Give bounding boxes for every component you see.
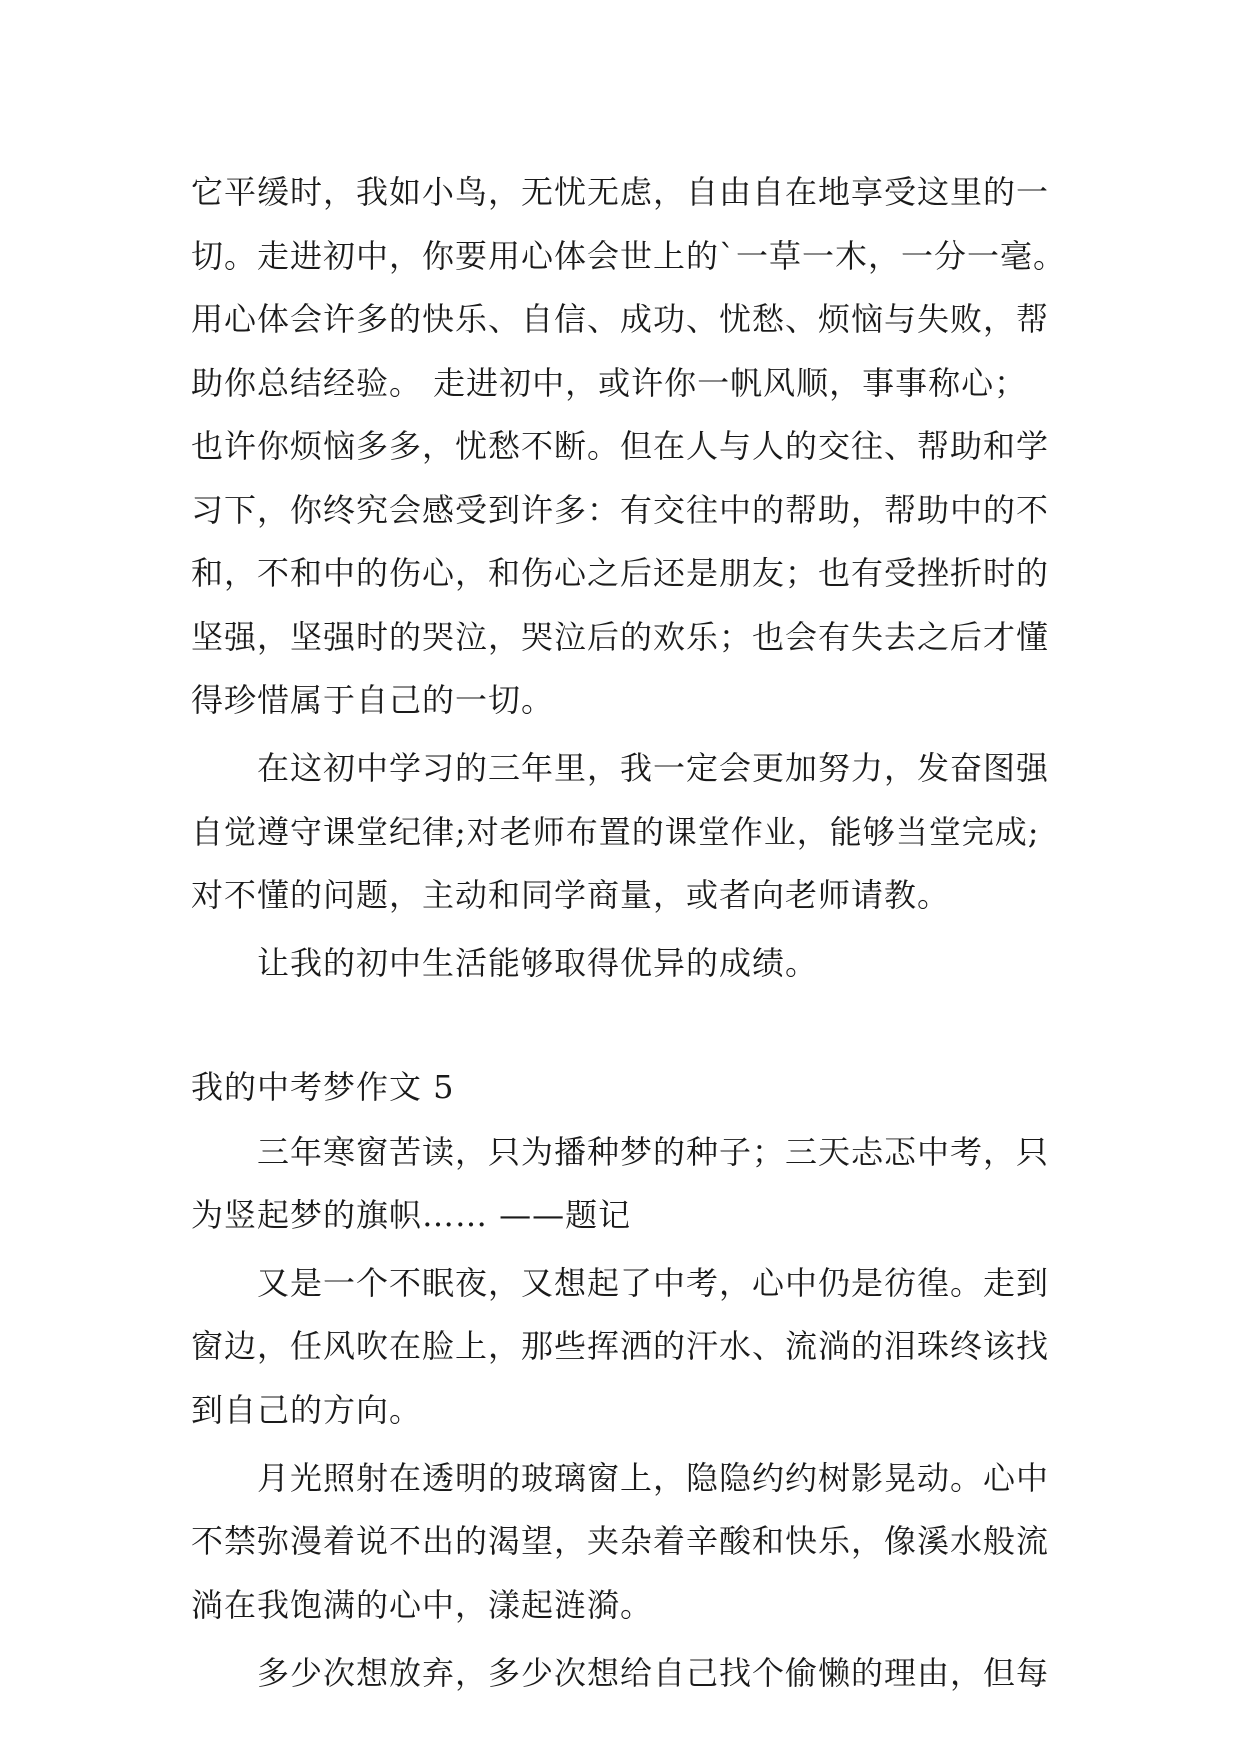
paragraph-first-line: 让我的初中生活能够取得优异的成绩。: [257, 944, 819, 982]
text-line: 切。走进初中，你要用心体会世上的`一草一木，一分一毫。: [191, 237, 1067, 275]
paragraph-first-line: 多少次想放弃，多少次想给自己找个偷懒的理由，但每: [257, 1654, 1050, 1692]
text-line: 和，不和中的伤心，和伤心之后还是朋友；也有受挫折时的: [191, 554, 1050, 592]
text-line: 得珍惜属于自己的一切。: [191, 681, 555, 719]
text-line: 为竖起梦的旗帜…… ——题记: [191, 1196, 632, 1234]
section-heading: 我的中考梦作文 5: [191, 1068, 455, 1106]
text-line: 坚强，坚强时的哭泣，哭泣后的欢乐；也会有失去之后才懂: [191, 618, 1050, 656]
text-line: 淌在我饱满的心中，漾起涟漪。: [191, 1586, 654, 1624]
text-line: 习下，你终究会感受到许多：有交往中的帮助，帮助中的不: [191, 491, 1050, 529]
paragraph-first-line: 在这初中学习的三年里，我一定会更加努力，发奋图强: [257, 749, 1050, 787]
text-line: 窗边，任风吹在脸上，那些挥洒的汗水、流淌的泪珠终该找: [191, 1327, 1050, 1365]
text-line: 自觉遵守课堂纪律;对老师布置的课堂作业，能够当堂完成;: [191, 813, 1040, 851]
text-line: 助你总结经验。 走进初中，或许你一帆风顺，事事称心；: [191, 364, 1028, 402]
text-line: 也许你烦恼多多，忧愁不断。但在人与人的交往、帮助和学: [191, 427, 1050, 465]
text-line: 它平缓时，我如小鸟，无忧无虑，自由自在地享受这里的一: [191, 173, 1050, 211]
text-line: 不禁弥漫着说不出的渴望，夹杂着辛酸和快乐，像溪水般流: [191, 1522, 1050, 1560]
text-line: 到自己的方向。: [191, 1391, 423, 1429]
paragraph-first-line: 三年寒窗苦读，只为播种梦的种子；三天忐忑中考，只: [257, 1133, 1050, 1171]
text-line: 用心体会许多的快乐、自信、成功、忧愁、烦恼与失败，帮: [191, 300, 1050, 338]
paragraph-first-line: 月光照射在透明的玻璃窗上，隐隐约约树影晃动。心中: [257, 1459, 1050, 1497]
text-line: 对不懂的问题，主动和同学商量，或者向老师请教。: [191, 876, 951, 914]
paragraph-first-line: 又是一个不眠夜，又想起了中考，心中仍是彷徨。走到: [257, 1264, 1050, 1302]
